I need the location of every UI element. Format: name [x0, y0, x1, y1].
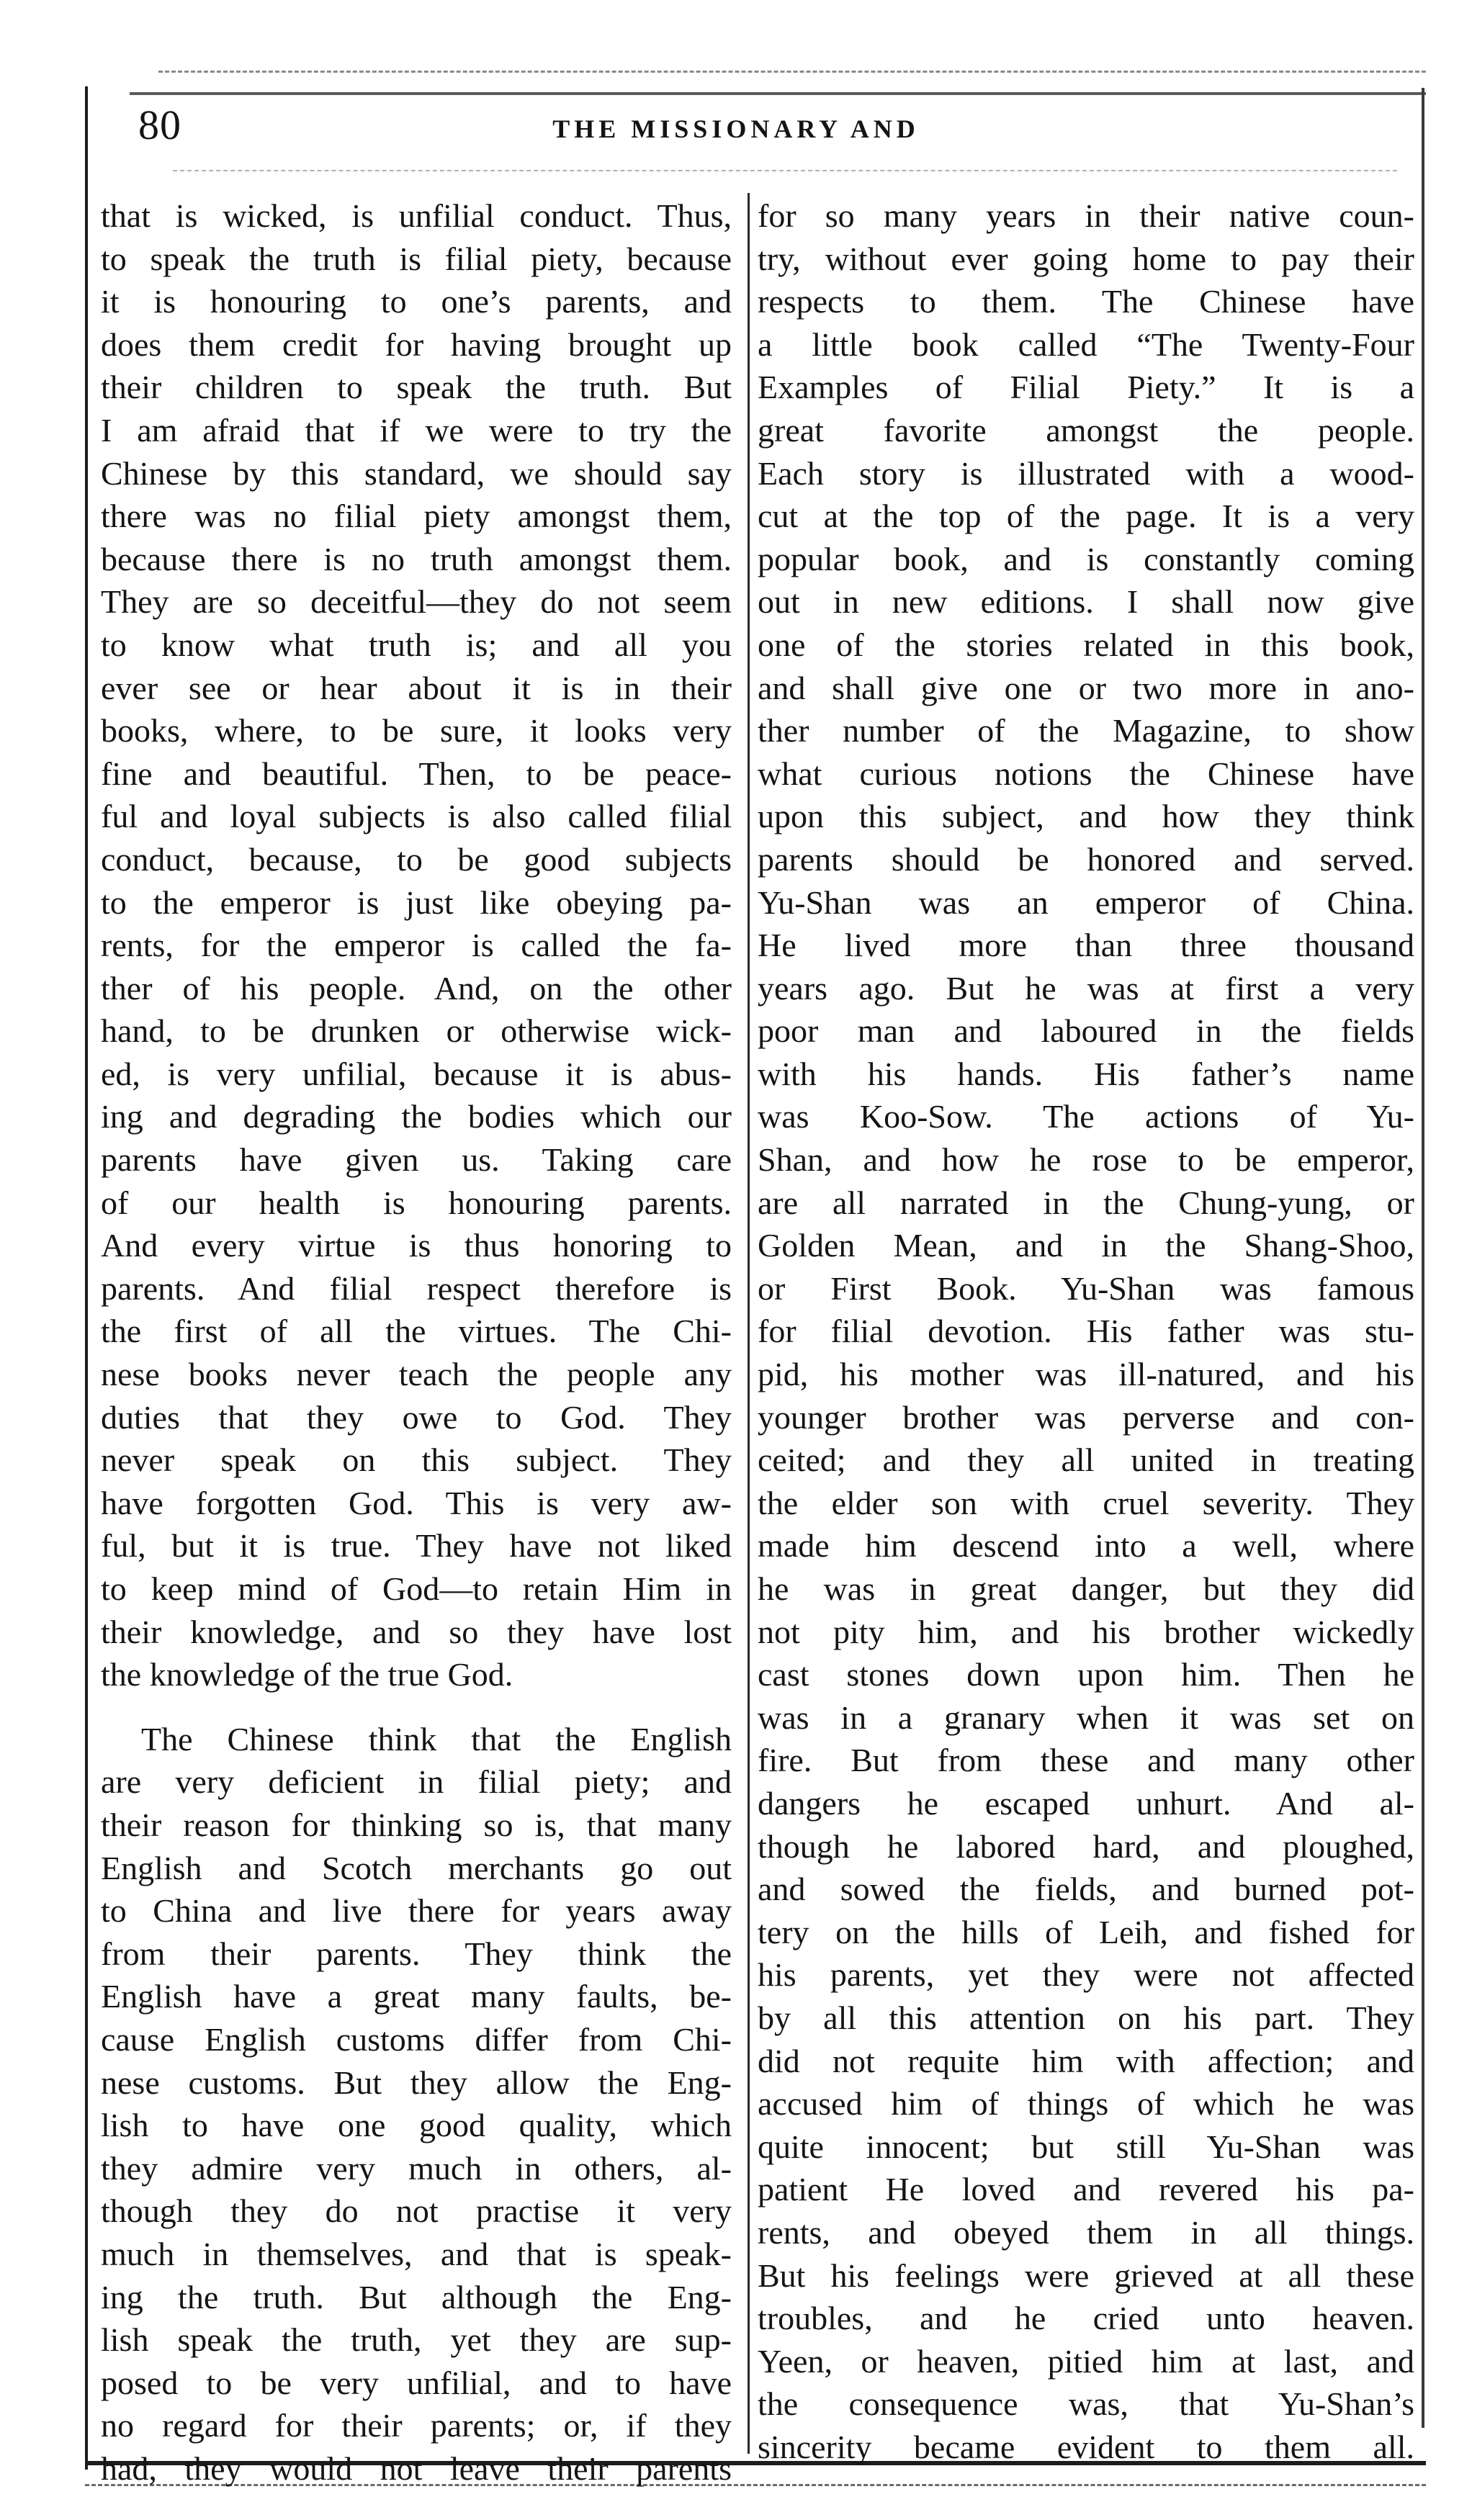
- text-line: there was no filial piety amongst them,: [101, 498, 732, 535]
- text-line: parents. And filial respect therefore is: [101, 1269, 732, 1307]
- paragraph: [758, 194, 1414, 2468]
- text-line: for so many years in their native coun-: [758, 197, 1414, 234]
- text-line: it is honouring to one’s parents, and: [101, 283, 732, 320]
- text-line: he was in great danger, but they did: [758, 1570, 1414, 1607]
- text-line: was Koo-Sow. The actions of Yu-: [758, 1098, 1414, 1135]
- text-line: to know what truth is; and all you: [101, 626, 732, 663]
- text-line: out in new editions. I shall now give: [758, 583, 1414, 621]
- text-line: quite innocent; but still Yu-Shan was: [758, 2128, 1414, 2165]
- text-line: duties that they owe to God. They: [101, 1398, 732, 1436]
- text-line: lish speak the truth, yet they are sup-: [101, 2321, 732, 2359]
- text-line: a little book called “The Twenty-Four: [758, 325, 1414, 363]
- text-line: fine and beautiful. Then, to be peace-: [101, 755, 732, 792]
- paragraph: [101, 1718, 732, 2490]
- text-line: cause English customs differ from Chi-: [101, 2020, 732, 2058]
- text-line: poor man and laboured in the fields: [758, 1012, 1414, 1050]
- text-line: tery on the hills of Leih, and fished for: [758, 1913, 1414, 1950]
- text-line: their reason for thinking so is, that many: [101, 1806, 732, 1843]
- text-line: by all this attention on his part. They: [758, 1999, 1414, 2036]
- text-line: patient He loved and revered his pa-: [758, 2171, 1414, 2208]
- text-line: to China and live there for years away: [101, 1892, 732, 1930]
- text-line: years ago. But he was at first a very: [758, 969, 1414, 1007]
- text-line: his parents, yet they were not affected: [758, 1956, 1414, 1994]
- text-line: are all narrated in the Chung-yung, or: [758, 1184, 1414, 1221]
- top-border: [130, 92, 1426, 95]
- text-line: younger brother was perverse and con-: [758, 1398, 1414, 1436]
- text-line: one of the stories related in this book,: [758, 626, 1414, 663]
- header-separator: [173, 170, 1397, 171]
- left-column: [101, 194, 732, 2490]
- text-line: ful and loyal subjects is also called filial: [101, 798, 732, 835]
- text-line: Shan, and how he rose to be emperor,: [758, 1141, 1414, 1179]
- text-line: great favorite amongst the people.: [758, 411, 1414, 449]
- text-line: English have a great many faults, be-: [101, 1978, 732, 2015]
- text-line: of our health is honouring parents.: [101, 1184, 732, 1221]
- text-line: no regard for their parents; or, if they: [101, 2407, 732, 2444]
- text-line: Golden Mean, and in the Shang-Shoo,: [758, 1227, 1414, 1264]
- text-line: lish to have one good quality, which: [101, 2107, 732, 2144]
- text-line: have forgotten God. This is very aw-: [101, 1484, 732, 1521]
- text-line: cast stones down upon him. Then he: [758, 1656, 1414, 1693]
- text-line: they admire very much in others, al-: [101, 2149, 732, 2187]
- text-line: their knowledge, and so they have lost: [101, 1613, 732, 1650]
- text-line: And every virtue is thus honoring to: [101, 1227, 732, 1264]
- text-line: But his feelings were grieved at all these: [758, 2256, 1414, 2294]
- text-line: that is wicked, is unfilial conduct. Thus,: [101, 197, 732, 234]
- text-line: made him descend into a well, where: [758, 1527, 1414, 1565]
- text-line: their children to speak the truth. But: [101, 369, 732, 406]
- text-line: upon this subject, and how they think: [758, 798, 1414, 835]
- text-line: for filial devotion. His father was stu-: [758, 1313, 1414, 1350]
- text-line: hand, to be drunken or otherwise wick-: [101, 1012, 732, 1050]
- text-line: nese customs. But they allow the Eng-: [101, 2064, 732, 2101]
- text-line: I am afraid that if we were to try the: [101, 411, 732, 449]
- text-line: ful, but it is true. They have not liked: [101, 1527, 732, 1565]
- text-line: English and Scotch merchants go out: [101, 1849, 732, 1886]
- text-line: pid, his mother was ill-natured, and his: [758, 1356, 1414, 1393]
- text-line: the knowledge of the true God.: [101, 1656, 513, 1693]
- text-line: from their parents. They think the: [101, 1935, 732, 1972]
- page-number: 80: [138, 102, 181, 148]
- text-line: to keep mind of God—to retain Him in: [101, 1570, 732, 1607]
- text-line: ther number of the Magazine, to show: [758, 712, 1414, 750]
- right-column: [758, 194, 1414, 2468]
- text-line: Examples of Filial Piety.” It is a: [758, 369, 1414, 406]
- text-line: what curious notions the Chinese have: [758, 755, 1414, 792]
- text-line: ever see or hear about it is in their: [101, 669, 732, 706]
- text-line: fire. But from these and many other: [758, 1742, 1414, 1779]
- text-line: never speak on this subject. They: [101, 1441, 732, 1479]
- text-line: posed to be very unfilial, and to have: [101, 2364, 732, 2401]
- text-line: though he labored hard, and ploughed,: [758, 1827, 1414, 1865]
- text-line: ing the truth. But although the Eng-: [101, 2278, 732, 2316]
- text-line: had, they would not leave their parents: [101, 2449, 732, 2487]
- text-line: He lived more than three thousand: [758, 927, 1414, 964]
- text-line: does them credit for having brought up: [101, 325, 732, 363]
- text-line: respects to them. The Chinese have: [758, 283, 1414, 320]
- right-border: [1422, 88, 1424, 2428]
- text-line: ing and degrading the bodies which our: [101, 1098, 732, 1135]
- paragraph: [101, 194, 732, 1696]
- text-line: accused him of things of which he was: [758, 2085, 1414, 2123]
- text-line: the first of all the virtues. The Chi-: [101, 1313, 732, 1350]
- text-line: troubles, and he cried unto heaven.: [758, 2300, 1414, 2337]
- text-line: did not requite him with affection; and: [758, 2042, 1414, 2079]
- text-line: to the emperor is just like obeying pa-: [101, 883, 732, 921]
- text-line: rents, for the emperor is called the fa-: [101, 927, 732, 964]
- text-line: and shall give one or two more in ano-: [758, 669, 1414, 706]
- text-line: ed, is very unfilial, because it is abus-: [101, 1055, 732, 1092]
- text-line: parents have given us. Taking care: [101, 1141, 732, 1179]
- text-line: are very deficient in filial piety; and: [101, 1763, 732, 1801]
- top-border-dashed: [158, 71, 1426, 73]
- column-divider: [748, 193, 750, 2454]
- text-line: Chinese by this standard, we should say: [101, 454, 732, 492]
- text-line: or First Book. Yu-Shan was famous: [758, 1269, 1414, 1307]
- text-line: was in a granary when it was set on: [758, 1698, 1414, 1736]
- text-line: with his hands. His father’s name: [758, 1055, 1414, 1092]
- text-line: the elder son with cruel severity. They: [758, 1484, 1414, 1521]
- text-line: ceited; and they all united in treating: [758, 1441, 1414, 1479]
- text-line: The Chinese think that the English: [141, 1720, 732, 1758]
- text-line: the consequence was, that Yu-Shan’s: [758, 2385, 1414, 2423]
- text-line: parents should be honored and served.: [758, 840, 1414, 878]
- left-border: [85, 86, 88, 2470]
- text-line: rents, and obeyed them in all things.: [758, 2213, 1414, 2251]
- text-line: books, where, to be sure, it looks very: [101, 712, 732, 750]
- text-line: dangers he escaped unhurt. And al-: [758, 1784, 1414, 1822]
- text-line: though they do not practise it very: [101, 2192, 732, 2230]
- text-line: ther of his people. And, on the other: [101, 969, 732, 1007]
- text-line: Yu-Shan was an emperor of China.: [758, 883, 1414, 921]
- paragraph-gap: [101, 1696, 732, 1718]
- text-line: nese books never teach the people any: [101, 1356, 732, 1393]
- text-line: much in themselves, and that is speak-: [101, 2235, 732, 2272]
- text-line: popular book, and is constantly coming: [758, 540, 1414, 577]
- text-line: to speak the truth is filial piety, because: [101, 240, 732, 277]
- text-line: Each story is illustrated with a wood-: [758, 454, 1414, 492]
- text-line: They are so deceitful—they do not seem: [101, 583, 732, 621]
- text-line: not pity him, and his brother wickedly: [758, 1613, 1414, 1650]
- text-line: sincerity became evident to them all.: [758, 2428, 1414, 2465]
- text-line: because there is no truth amongst them.: [101, 540, 732, 577]
- text-line: and sowed the fields, and burned pot-: [758, 1871, 1414, 1908]
- text-line: cut at the top of the page. It is a very: [758, 498, 1414, 535]
- text-line: try, without ever going home to pay their: [758, 240, 1414, 277]
- running-head: THE MISSIONARY AND: [552, 114, 920, 143]
- text-line: conduct, because, to be good subjects: [101, 840, 732, 878]
- text-line: Yeen, or heaven, pitied him at last, and: [758, 2342, 1414, 2380]
